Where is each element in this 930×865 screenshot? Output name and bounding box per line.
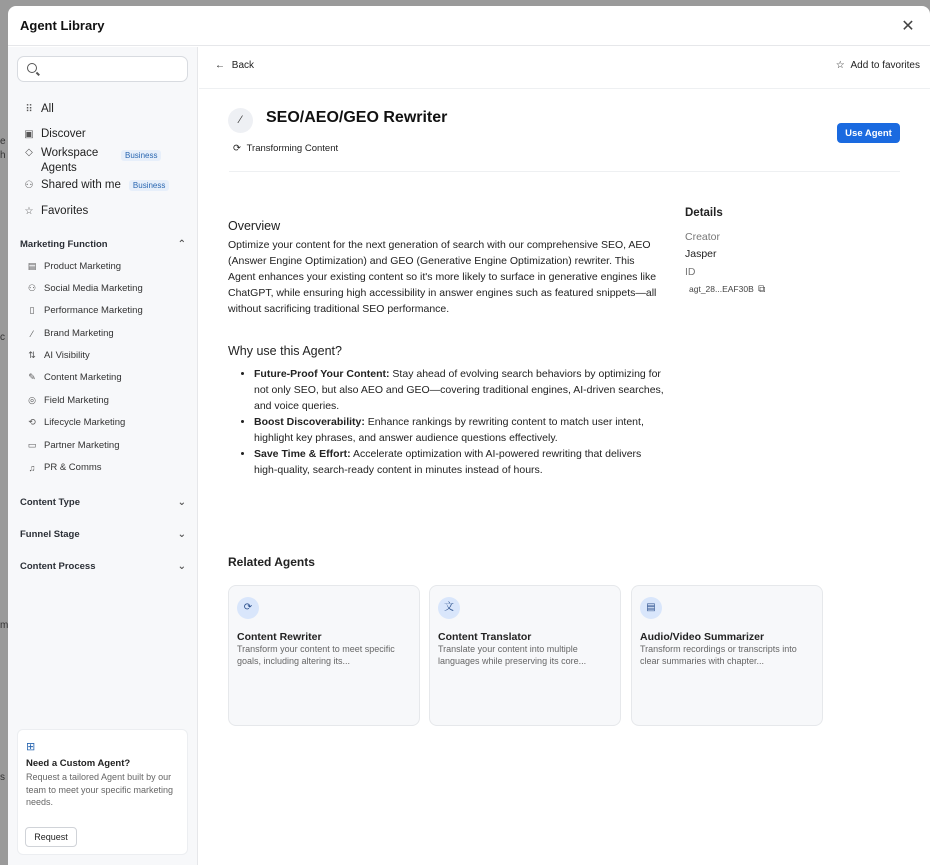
users-icon: ⚇ xyxy=(27,283,37,293)
agent-id-value: agt_28...EAF30B xyxy=(689,284,754,294)
filter-product-marketing[interactable] xyxy=(26,261,121,272)
business-badge: Business xyxy=(121,150,161,161)
filter-label: Content Marketing xyxy=(44,372,122,383)
business-badge: Business xyxy=(129,180,169,191)
section-title: Content Process xyxy=(20,561,96,572)
benefit-title: Boost Discoverability: xyxy=(254,416,365,428)
benefit-item xyxy=(254,446,664,478)
modal-title: Agent Library xyxy=(20,18,105,33)
related-agent-description: Translate your content into multiple languages while preserving its core... xyxy=(438,644,587,666)
benefit-text: Accelerate optimization with AI-powered rewriting that delivers high-quality, search-ready content in minutes instead of hours. xyxy=(254,448,642,476)
filter-label: Brand Marketing xyxy=(44,328,114,339)
folder-icon: ▭ xyxy=(27,440,37,450)
creator-value: Jasper xyxy=(685,248,717,260)
sidebar-item-favorites[interactable] xyxy=(23,205,88,218)
chevron-down-icon: ⌄ xyxy=(177,529,186,540)
related-agent-card[interactable] xyxy=(631,585,823,726)
sidebar-item-label: Shared with me xyxy=(41,179,121,191)
section-title: Funnel Stage xyxy=(20,529,80,540)
sidebar-item-shared-with-me[interactable] xyxy=(23,179,169,192)
benefit-text: Stay ahead of evolving search behaviors by optimizing for not only SEO, but also AEO and GEO—covering traditional engines, AI-driven searches, and voice queries. xyxy=(254,368,664,412)
filter-label: Lifecycle Marketing xyxy=(44,417,126,428)
sidebar xyxy=(8,47,198,865)
section-content-process[interactable] xyxy=(20,561,186,572)
refresh-icon: ⟳ xyxy=(237,597,259,619)
document-icon: ▤ xyxy=(640,597,662,619)
chevron-down-icon: ⌄ xyxy=(177,561,186,572)
sidebar-item-all[interactable] xyxy=(23,103,54,116)
request-agent-icon: ⊞ xyxy=(26,741,36,753)
sidebar-item-label: All xyxy=(41,103,54,115)
favorites-label: Add to favorites xyxy=(850,60,920,71)
related-agent-title: Content Rewriter xyxy=(237,631,322,643)
related-agent-title: Content Translator xyxy=(438,631,532,643)
backdrop-text-fragment: s xyxy=(0,772,5,783)
sidebar-item-label: Workspace Agents xyxy=(41,147,99,174)
arrow-left-icon: ← xyxy=(215,60,225,71)
benefit-item xyxy=(254,366,664,414)
filter-label: Performance Marketing xyxy=(44,305,143,316)
related-agent-description: Transform recordings or transcripts into clear summaries with chapter... xyxy=(640,644,797,666)
gem-icon: ◇ xyxy=(25,147,33,158)
map-pin-icon: ◎ xyxy=(28,395,36,405)
box-icon: ▤ xyxy=(27,261,37,271)
sidebar-item-label: Favorites xyxy=(41,205,89,217)
modal-header xyxy=(8,6,930,46)
backdrop-text-fragment: c xyxy=(0,332,5,343)
overview-heading: Overview xyxy=(228,219,281,233)
filter-label: PR & Comms xyxy=(44,462,102,473)
filter-label: AI Visibility xyxy=(44,350,90,361)
why-heading: Why use this Agent? xyxy=(228,344,342,358)
search-icon xyxy=(27,63,37,73)
pen-icon: ✎ xyxy=(28,372,36,382)
related-agent-description: Transform your content to meet specific goals, including altering its... xyxy=(237,644,395,666)
section-title: Content Type xyxy=(20,497,80,508)
use-agent-button[interactable]: Use Agent xyxy=(837,123,900,143)
refresh-icon: ⟳ xyxy=(233,143,241,154)
related-heading: Related Agents xyxy=(228,555,315,569)
id-label: ID xyxy=(685,266,696,278)
agent-id xyxy=(689,284,765,295)
star-icon: ☆ xyxy=(24,206,34,217)
benefits-list xyxy=(244,366,664,478)
filter-performance-marketing[interactable] xyxy=(26,305,143,316)
benefit-title: Future-Proof Your Content: xyxy=(254,368,390,380)
back-button[interactable] xyxy=(215,60,254,71)
section-title: Marketing Function xyxy=(20,239,108,250)
translate-icon: 文 xyxy=(438,597,460,619)
search-box[interactable] xyxy=(17,56,188,82)
store-icon: ▣ xyxy=(24,129,34,140)
filter-label: Partner Marketing xyxy=(44,440,120,451)
details-heading: Details xyxy=(685,207,723,219)
agent-title: SEO/AEO/GEO Rewriter xyxy=(266,109,448,126)
sidebar-item-label: Discover xyxy=(41,128,86,140)
creator-label: Creator xyxy=(685,231,721,243)
benefit-title: Save Time & Effort: xyxy=(254,448,351,460)
filter-ai-visibility[interactable] xyxy=(26,350,90,361)
related-agent-title: Audio/Video Summarizer xyxy=(640,631,765,643)
add-to-favorites-button[interactable] xyxy=(836,60,920,71)
wand-icon: ⁄ xyxy=(31,328,33,339)
sidebar-item-workspace-agents[interactable] xyxy=(23,146,161,176)
cycle-icon: ⟲ xyxy=(28,417,36,427)
custom-agent-description: Request a tailored Agent built by our team to meet your specific marketing needs. xyxy=(26,772,174,807)
grid-icon: ⠿ xyxy=(25,104,33,115)
filter-content-marketing[interactable] xyxy=(26,372,122,383)
filter-social-media-marketing[interactable] xyxy=(26,283,143,294)
filter-brand-marketing[interactable] xyxy=(26,328,114,339)
related-agent-card[interactable] xyxy=(429,585,621,726)
close-icon[interactable]: ✕ xyxy=(901,17,915,35)
agent-category-label: Transforming Content xyxy=(246,143,339,154)
custom-agent-card xyxy=(17,729,188,855)
filter-field-marketing[interactable] xyxy=(26,395,109,406)
chevron-up-icon: ⌃ xyxy=(177,239,186,250)
section-content-type[interactable] xyxy=(20,497,186,508)
star-icon: ☆ xyxy=(835,60,845,71)
document-icon: ▯ xyxy=(29,305,35,315)
chevron-down-icon: ⌄ xyxy=(177,497,186,508)
filter-label: Social Media Marketing xyxy=(44,283,143,294)
custom-agent-title: Need a Custom Agent? xyxy=(26,758,131,769)
section-funnel-stage[interactable] xyxy=(20,529,186,540)
section-marketing-function[interactable] xyxy=(20,239,186,250)
sidebar-item-discover[interactable] xyxy=(23,128,86,141)
benefit-text: Enhance rankings by rewriting content to match user intent, highlight key phrases, and answer audience questions effectively. xyxy=(254,416,644,444)
agent-category xyxy=(233,143,338,154)
filter-label: Field Marketing xyxy=(44,395,109,406)
copy-icon[interactable]: ⧉ xyxy=(758,284,766,295)
search-input[interactable] xyxy=(44,61,184,77)
divider xyxy=(229,171,900,172)
users-icon: ⚇ xyxy=(24,180,34,191)
request-button[interactable]: Request xyxy=(25,827,77,847)
backdrop-text-fragment: e xyxy=(0,136,6,147)
backdrop-text-fragment: h xyxy=(0,150,6,161)
microphone-icon: ♫ xyxy=(28,462,36,473)
filter-lifecycle-marketing[interactable] xyxy=(26,417,125,428)
filter-label: Product Marketing xyxy=(44,261,122,272)
backdrop-text-fragment: m xyxy=(0,620,9,631)
back-label: Back xyxy=(231,60,255,71)
arrows-icon: ⇅ xyxy=(28,350,36,360)
benefit-item xyxy=(254,414,664,446)
agent-detail-panel xyxy=(199,47,930,865)
related-agent-card[interactable] xyxy=(228,585,420,726)
overview-text: Optimize your content for the next generation of search with our comprehensive SEO, AEO (Answer Engine Optimization) and GEO (Generative Engine Optimization) rewriter. This Agent enhances your existing content so it's more likely to surface in generative engines like ChatGPT, while ensuring high accessibility in answer engines such as featured snippets—all without sacrificing traditional SEO performance. xyxy=(228,239,657,315)
filter-pr-comms[interactable] xyxy=(26,462,102,473)
detail-topbar xyxy=(199,47,930,89)
agent-library-modal xyxy=(8,6,930,865)
filter-partner-marketing[interactable] xyxy=(26,440,120,451)
magic-wand-icon: ⁄ xyxy=(228,108,253,133)
